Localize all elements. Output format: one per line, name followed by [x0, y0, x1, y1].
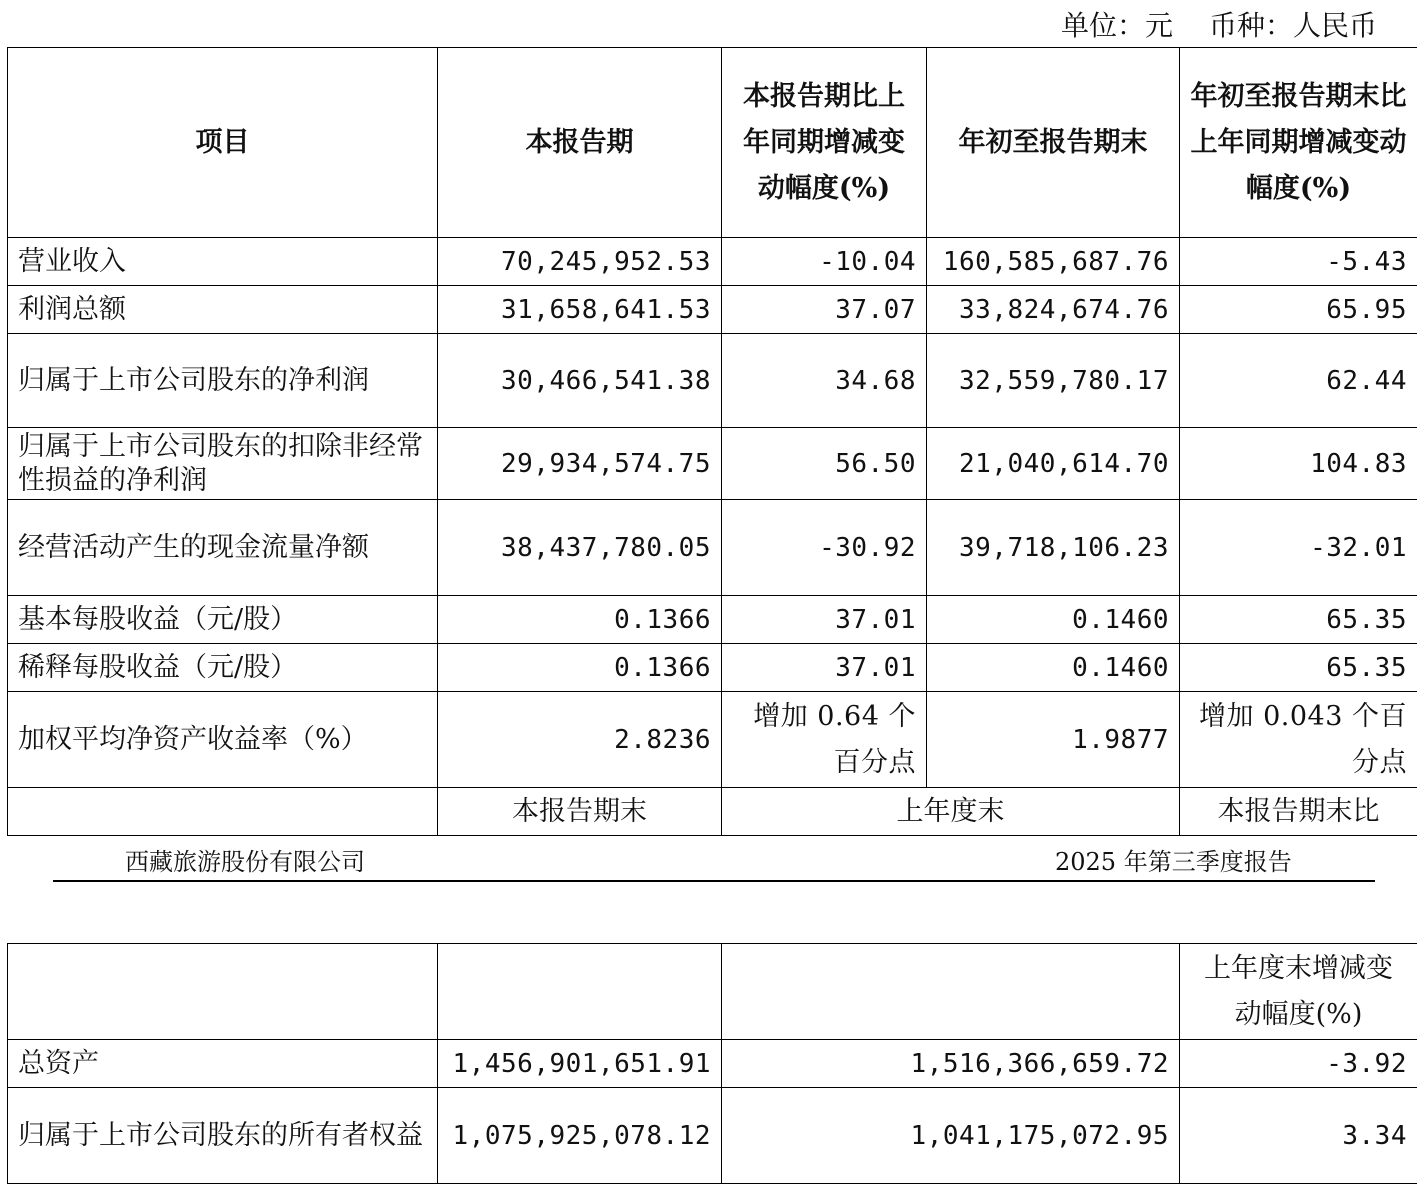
header-row: [8, 48, 1417, 238]
header-current: 本报告期: [438, 48, 722, 238]
row-current-change: 37.07: [722, 286, 927, 334]
table-row: [8, 1040, 1417, 1088]
row-item: 利润总额: [8, 286, 438, 334]
row-current: 2.8236: [438, 692, 722, 788]
balance-table: [7, 943, 1417, 1184]
header-empty: [8, 944, 438, 1040]
row-ytd-change: 65.95: [1180, 286, 1417, 334]
row-current-change: 增加 0.64 个百分点: [722, 692, 927, 788]
sub-header-last-year-end: 上年度末: [722, 788, 1180, 836]
row-current-end: 1,075,925,078.12: [438, 1088, 722, 1184]
row-ytd: 33,824,674.76: [927, 286, 1180, 334]
row-ytd-change: 65.35: [1180, 596, 1417, 644]
table-row: [8, 286, 1417, 334]
row-ytd-change: 65.35: [1180, 644, 1417, 692]
row-current-change: -30.92: [722, 500, 927, 596]
table-row: [8, 644, 1417, 692]
row-last-year-end: 1,041,175,072.95: [722, 1088, 1180, 1184]
row-ytd: 160,585,687.76: [927, 238, 1180, 286]
row-ytd-change: 104.83: [1180, 428, 1417, 500]
table-row: [8, 1088, 1417, 1184]
footer-company: 西藏旅游股份有限公司: [125, 848, 365, 876]
header-ytd: 年初至报告期末: [927, 48, 1180, 238]
row-ytd: 39,718,106.23: [927, 500, 1180, 596]
table-row: [8, 428, 1417, 500]
header-current-change: 本报告期比上年同期增减变动幅度(%): [722, 48, 927, 238]
header-ytd-change: 年初至报告期末比上年同期增减变动幅度(%): [1180, 48, 1417, 238]
table-row: [8, 692, 1417, 788]
row-item: 总资产: [8, 1040, 438, 1088]
row-current: 31,658,641.53: [438, 286, 722, 334]
row-item: 加权平均净资产收益率（%）: [8, 692, 438, 788]
row-ytd: 1.9877: [927, 692, 1180, 788]
row-current-change: 37.01: [722, 596, 927, 644]
row-ytd-change: 62.44: [1180, 334, 1417, 428]
header-empty: [438, 944, 722, 1040]
header-row: [8, 944, 1417, 1040]
row-ytd: 0.1460: [927, 596, 1180, 644]
row-current: 30,466,541.38: [438, 334, 722, 428]
row-ytd-change: -5.43: [1180, 238, 1417, 286]
sub-header-compare: 本报告期末比: [1180, 788, 1417, 836]
row-ytd: 0.1460: [927, 644, 1180, 692]
row-change: -3.92: [1180, 1040, 1417, 1088]
currency-label: 币种：人民币: [1208, 9, 1377, 42]
row-change: 3.34: [1180, 1088, 1417, 1184]
row-ytd-change: 增加 0.043 个百分点: [1180, 692, 1417, 788]
table-row: [8, 238, 1417, 286]
row-current-change: 56.50: [722, 428, 927, 500]
row-current-change: 34.68: [722, 334, 927, 428]
financial-table: [7, 47, 1417, 836]
row-ytd-change: -32.01: [1180, 500, 1417, 596]
row-ytd: 32,559,780.17: [927, 334, 1180, 428]
row-last-year-end: 1,516,366,659.72: [722, 1040, 1180, 1088]
sub-header-empty: [8, 788, 438, 836]
row-item: 基本每股收益（元/股）: [8, 596, 438, 644]
row-current: 0.1366: [438, 644, 722, 692]
row-current-end: 1,456,901,651.91: [438, 1040, 722, 1088]
row-item: 营业收入: [8, 238, 438, 286]
header-change-cont: 上年度末增减变动幅度(%): [1180, 944, 1417, 1040]
table-row: [8, 596, 1417, 644]
row-current-change: 37.01: [722, 644, 927, 692]
row-item: 稀释每股收益（元/股）: [8, 644, 438, 692]
header-item: 项目: [8, 48, 438, 238]
row-item: 归属于上市公司股东的扣除非经常性损益的净利润: [8, 428, 438, 500]
row-current: 38,437,780.05: [438, 500, 722, 596]
table-row: [8, 334, 1417, 428]
row-current-change: -10.04: [722, 238, 927, 286]
footer-rule: [53, 880, 1375, 882]
unit-line: [1061, 4, 1377, 44]
row-item: 归属于上市公司股东的净利润: [8, 334, 438, 428]
header-empty: [722, 944, 1180, 1040]
row-item: 归属于上市公司股东的所有者权益: [8, 1088, 438, 1184]
sub-header-row: [8, 788, 1417, 836]
row-current: 29,934,574.75: [438, 428, 722, 500]
row-ytd: 21,040,614.70: [927, 428, 1180, 500]
row-current: 70,245,952.53: [438, 238, 722, 286]
unit-label: 单位：元: [1060, 9, 1173, 42]
footer-report: 2025 年第三季度报告: [1055, 848, 1292, 876]
table-row: [8, 500, 1417, 596]
row-item: 经营活动产生的现金流量净额: [8, 500, 438, 596]
row-current: 0.1366: [438, 596, 722, 644]
sub-header-current-end: 本报告期末: [438, 788, 722, 836]
